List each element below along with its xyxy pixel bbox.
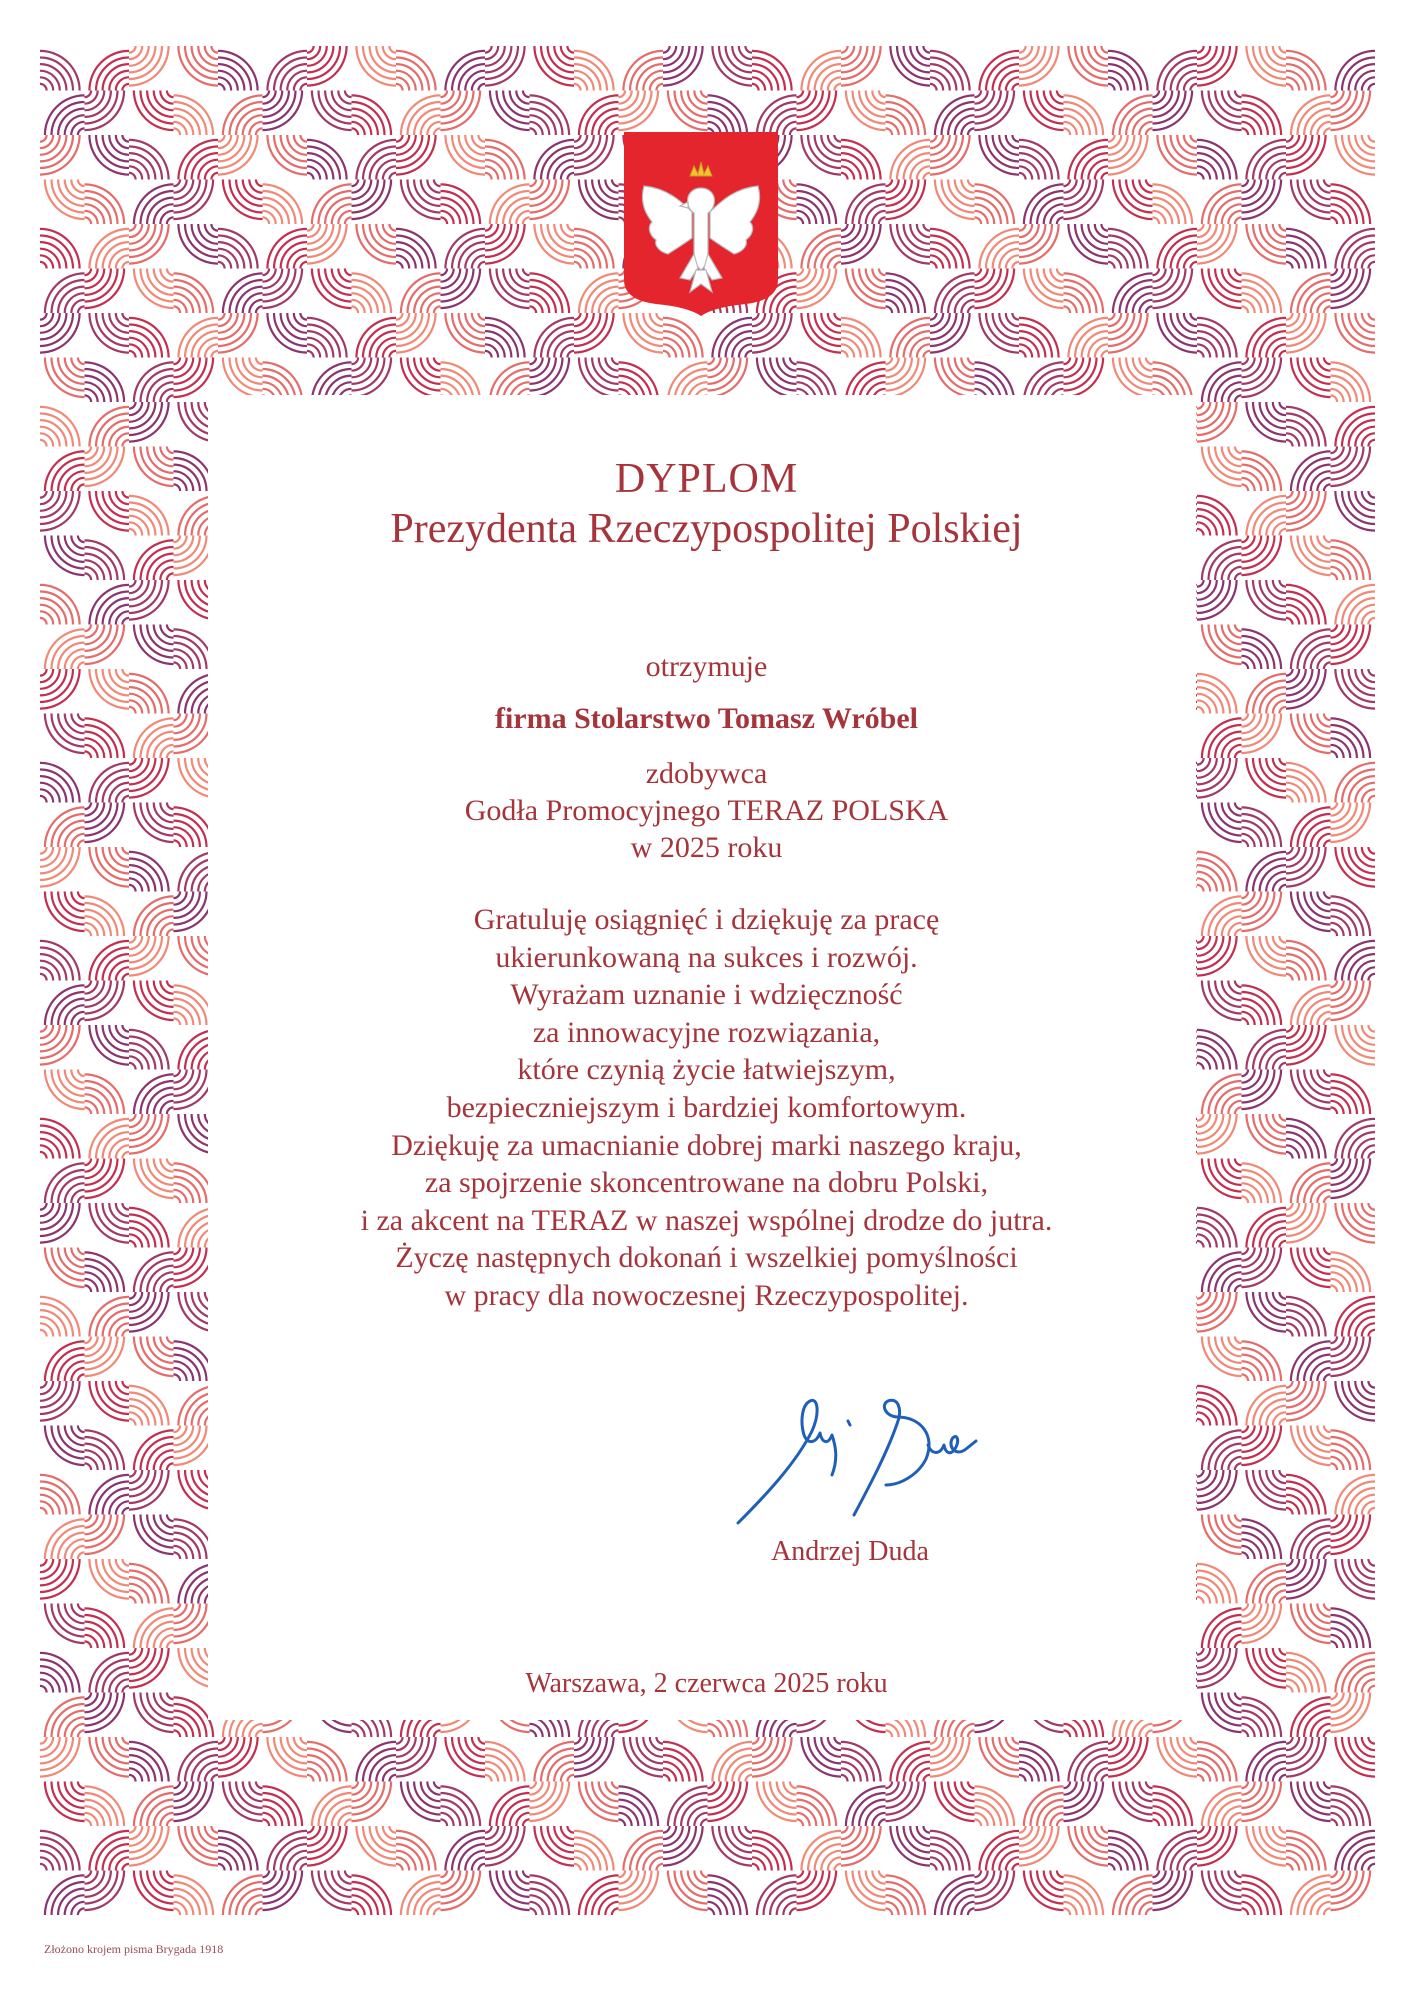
message-line: Dziękuję za umacnianie dobrej marki naszego kraju, bbox=[391, 1128, 1022, 1162]
message-line: Życzę następnych dokonań i wszelkiej pomyślności bbox=[395, 1241, 1018, 1275]
message-line: bezpieczniejszym i bardziej komfortowym. bbox=[446, 1090, 967, 1124]
white-eagle-emblem-icon bbox=[622, 130, 780, 316]
message-line: za spojrzenie skoncentrowane na dobru Polski, bbox=[424, 1166, 989, 1200]
message-line: Gratuluję osiągnięć i dziękuję za pracę bbox=[473, 903, 940, 936]
message-line: i za akcent na TERAZ w naszej wspólnej drodze do jutra. bbox=[360, 1203, 1053, 1237]
award-line: Godła Promocyjnego TERAZ POLSKA bbox=[464, 794, 949, 827]
diploma-title: DYPLOM bbox=[614, 456, 799, 502]
message-line: w pracy dla nowoczesnej Rzeczypospolitej. bbox=[444, 1278, 969, 1312]
recipient-name: firma Stolarstwo Tomasz Wróbel bbox=[494, 702, 919, 735]
typeface-note: Złożono krojem pisma Brygada 1918 bbox=[44, 1942, 224, 1956]
congratulation-message bbox=[0, 901, 1413, 1315]
message-line: które czynią życie łatwiejszym, bbox=[517, 1053, 896, 1087]
receives-label: otrzymuje bbox=[645, 650, 768, 683]
place-and-date: Warszawa, 2 czerwca 2025 roku bbox=[525, 1668, 888, 1699]
signer-name: Andrzej Duda bbox=[771, 1536, 929, 1567]
diploma-subtitle: Prezydenta Rzeczypospolitej Polskiej bbox=[390, 506, 1023, 552]
award-line: w 2025 roku bbox=[630, 831, 783, 864]
message-line: ukierunkowaną na sukces i rozwój. bbox=[495, 940, 918, 974]
handwritten-signature bbox=[720, 1375, 1000, 1535]
message-line: za innowacyjne rozwiązania, bbox=[532, 1015, 881, 1049]
award-text bbox=[0, 755, 1413, 866]
message-line: Wyrażam uznanie i wdzięczność bbox=[510, 978, 903, 1012]
award-line: zdobywca bbox=[645, 757, 768, 790]
